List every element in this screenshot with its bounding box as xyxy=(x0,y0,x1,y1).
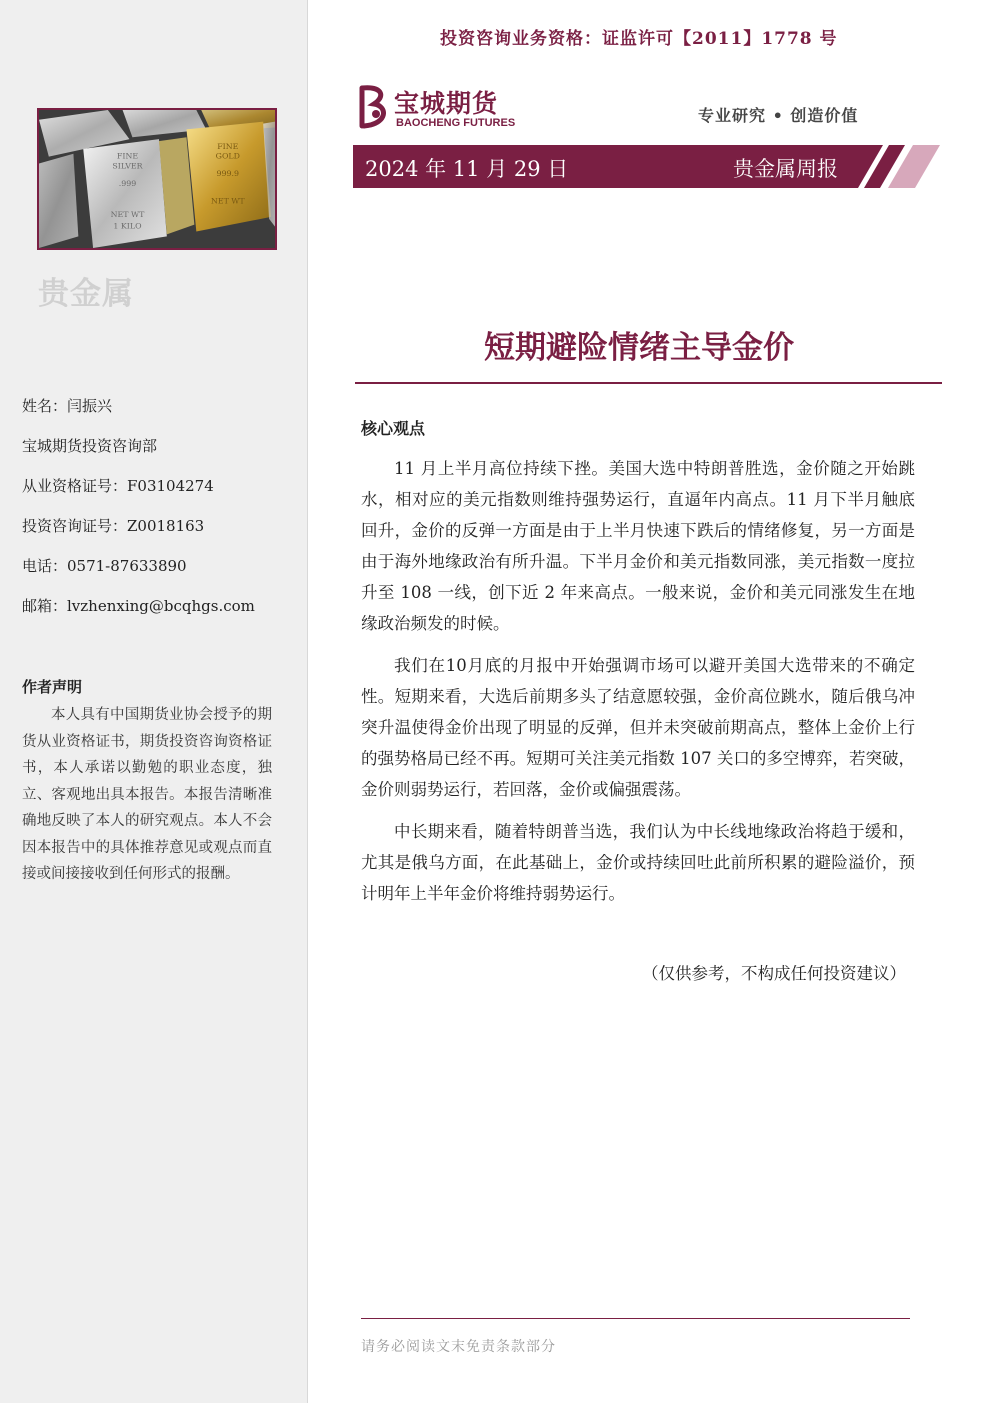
bar2-text-3: 999.9 xyxy=(216,169,240,179)
author-email[interactable]: 邮箱：lvzhenxing@bcqhgs.com xyxy=(22,597,255,615)
bar2-text-4: NET WT xyxy=(210,196,245,206)
bar1-text-3: .999 xyxy=(118,178,137,188)
declaration-title: 作者声明 xyxy=(22,678,83,696)
bar2-text-1: FINE xyxy=(217,141,239,151)
investment-disclaimer: （仅供参考，不构成任何投资建议） xyxy=(642,964,906,983)
baocheng-logo-icon xyxy=(356,84,392,130)
author-department: 宝城期货投资咨询部 xyxy=(22,437,158,455)
license-line: 投资咨询业务资格：证监许可【2011】1778 号 xyxy=(440,29,838,49)
author-qualification: 从业资格证号：F03104274 xyxy=(22,477,214,495)
page-title: 短期避险情绪主导金价 xyxy=(484,330,794,366)
sidebar-category: 贵金属 xyxy=(38,276,134,312)
title-divider xyxy=(355,382,942,384)
report-date: 2024 年 11 月 29 日 xyxy=(365,157,569,181)
precious-metals-bars-image xyxy=(37,108,277,250)
logo-chinese-name: 宝城期货 xyxy=(394,89,499,118)
bar2-text-2: GOLD xyxy=(215,151,240,161)
body-text xyxy=(361,453,915,920)
bar1-text-2: SILVER xyxy=(112,161,143,171)
report-type: 贵金属周报 xyxy=(733,157,838,181)
bar1-text-1: FINE xyxy=(116,151,139,161)
bar1-text-5: 1 KILO xyxy=(113,221,142,231)
paragraph-3: 中长期来看，随着特朗普当选，我们认为中长线地缘政治将趋于缓和，尤其是俄乌方面，在此基础上，金价或持续回吐此前所积累的避险溢价，预计明年上半年金价将维持弱势运行。 xyxy=(361,822,915,903)
author-contact xyxy=(22,396,255,636)
section-heading: 核心观点 xyxy=(361,419,426,438)
footer-note: 请务必阅读文末免责条款部分 xyxy=(361,1339,556,1355)
logo-english-name: BAOCHENG FUTURES xyxy=(396,117,516,129)
author-name: 姓名：闫振兴 xyxy=(22,397,113,415)
date-banner xyxy=(353,145,940,188)
paragraph-2: 我们在10月底的月报中开始强调市场可以避开美国大选带来的不确定性。短期来看，大选后前期多头了结意愿较强，金价高位跳水，随后俄乌冲突升温使得金价出现了明显的反弹，但并未突破前期高点，整体上金价上行的强势格局已经不再。短期可关注美元指数 107 关口的多空博弈，若突破，金价则弱势运行，若回落，金价或偏强震荡。 xyxy=(361,656,915,799)
footer-divider xyxy=(361,1318,910,1319)
slogan: 专业研究 • 创造价值 xyxy=(698,106,859,125)
sidebar xyxy=(0,0,308,1403)
declaration-text: 本人具有中国期货业协会授予的期货从业资格证书，期货投资咨询资格证书，本人承诺以勤勉的职业态度，独立、客观地出具本报告。本报告清晰准确地反映了本人的研究观点。本人不会因本报告中的具体推荐意见或观点而直接或间接接收到任何形式的报酬。 xyxy=(22,707,272,882)
author-phone: 电话：0571-87633890 xyxy=(22,557,187,575)
bar1-text-4: NET WT xyxy=(110,209,145,219)
author-consulting-id: 投资咨询证号：Z0018163 xyxy=(22,517,205,535)
paragraph-1: 11 月上半月高位持续下挫。美国大选中特朗普胜选，金价随之开始跳水，相对应的美元指数则维持强势运行，直逼年内高点。11 月下半月触底回升，金价的反弹一方面是由于上半月快速下跌后的情绪修复，另一方面是由于海外地缘政治有所升温。下半月金价和美元指数同涨，美元指数一度拉升至 108 一线，创下近 2 年来高点。一般来说，金价和美元同涨发生在地缘政治频发的时候。 xyxy=(361,459,915,633)
company-logo xyxy=(356,84,536,134)
